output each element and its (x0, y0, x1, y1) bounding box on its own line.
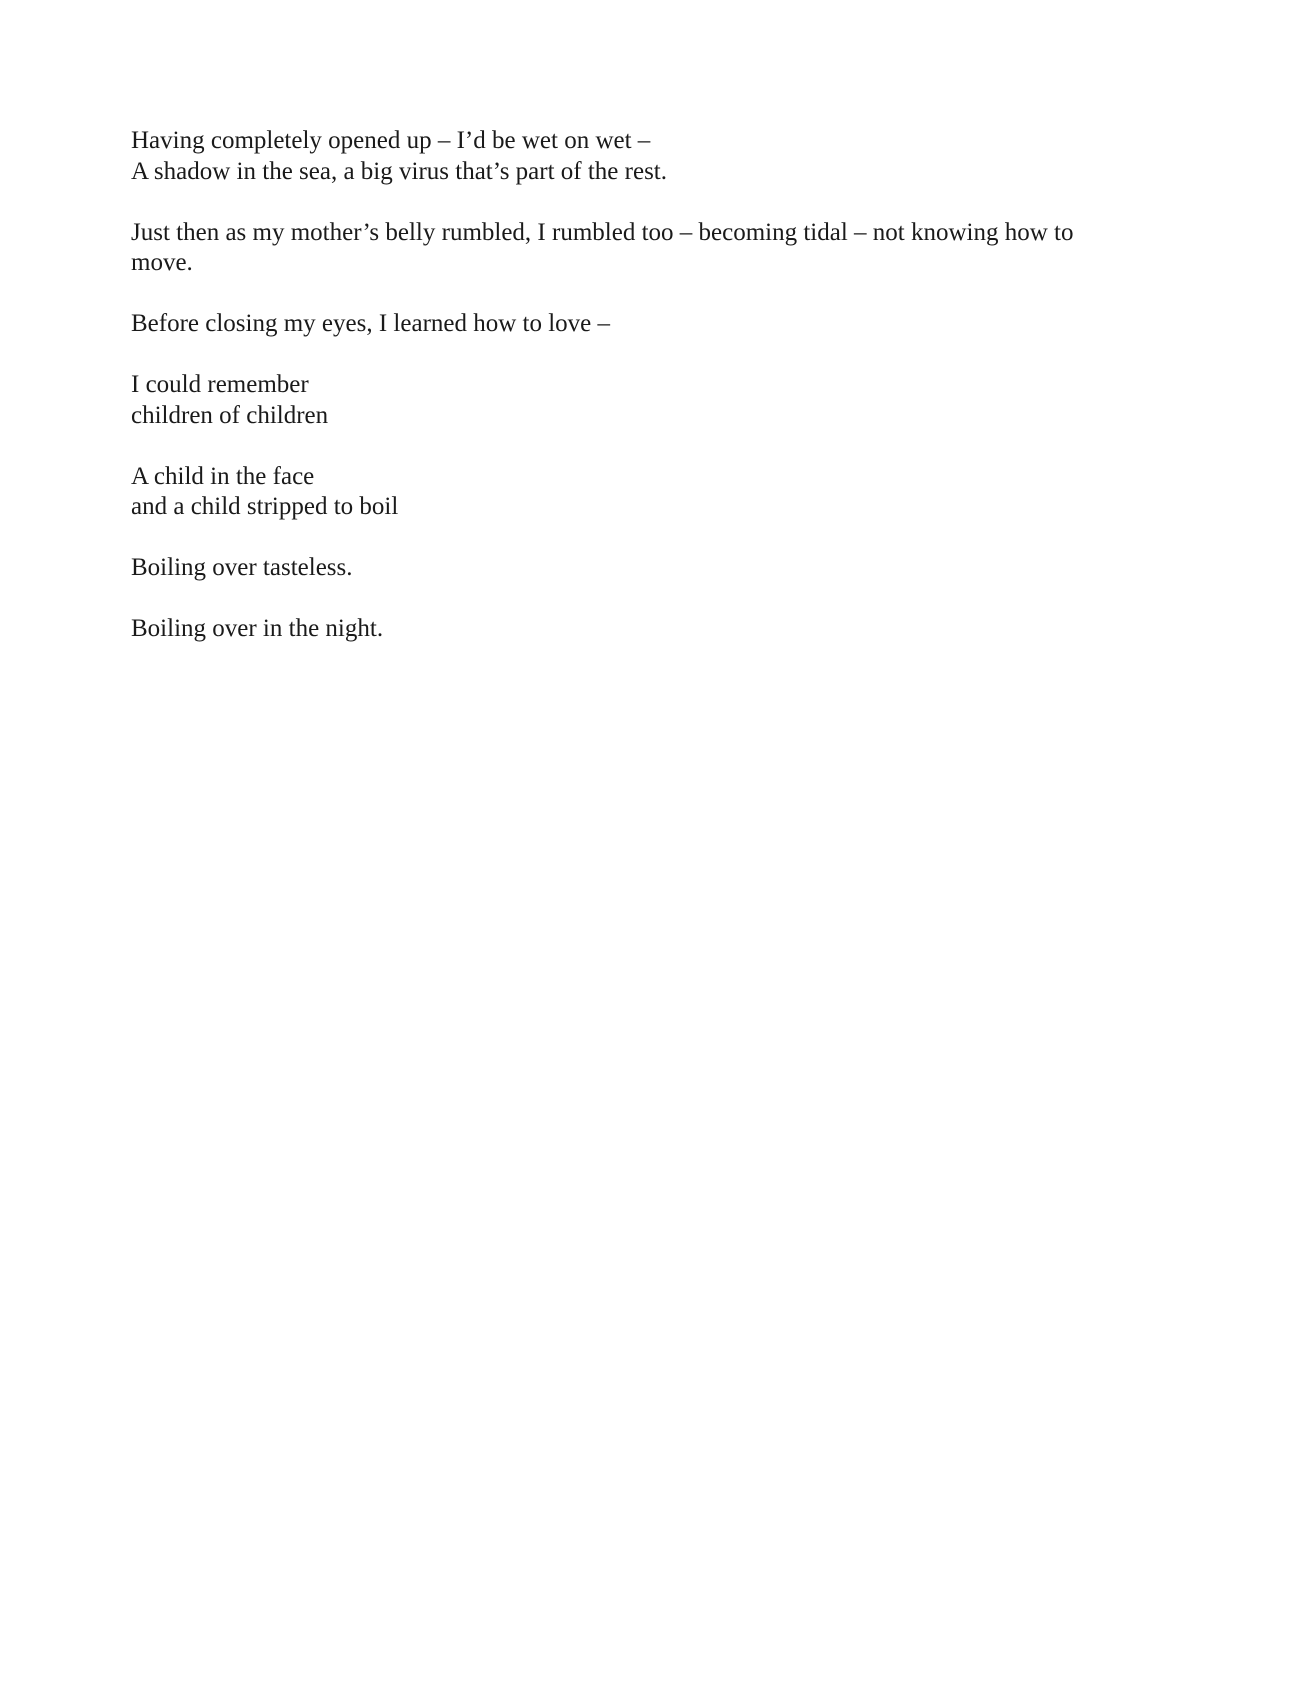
stanza-2 (131, 218, 1141, 279)
stanza-1 (131, 126, 1141, 187)
poem-line: Just then as my mother’s belly rumbled, I rumbled too – becoming tidal – not knowing how to move. (131, 218, 1074, 276)
stanza-4 (131, 370, 1141, 431)
poem-line: children of children (131, 401, 329, 429)
poem-line: A child in the face (131, 462, 315, 490)
poem-line: A shadow in the sea, a big virus that’s part of the rest. (131, 157, 667, 185)
poem-line: I could remember (131, 371, 309, 398)
stanza-5 (131, 462, 1141, 523)
poem-line: Boiling over tasteless. (131, 554, 353, 581)
stanza-6 (131, 553, 1141, 584)
poem-line: Before closing my eyes, I learned how to love – (131, 310, 611, 337)
poem-line: and a child stripped to boil (131, 493, 399, 520)
stanza-7 (131, 614, 1141, 645)
poem-line: Having completely opened up – I’d be wet on wet – (131, 127, 651, 154)
poem-body (131, 126, 1141, 675)
poem-line: Boiling over in the night. (131, 615, 384, 642)
stanza-3 (131, 309, 1141, 340)
